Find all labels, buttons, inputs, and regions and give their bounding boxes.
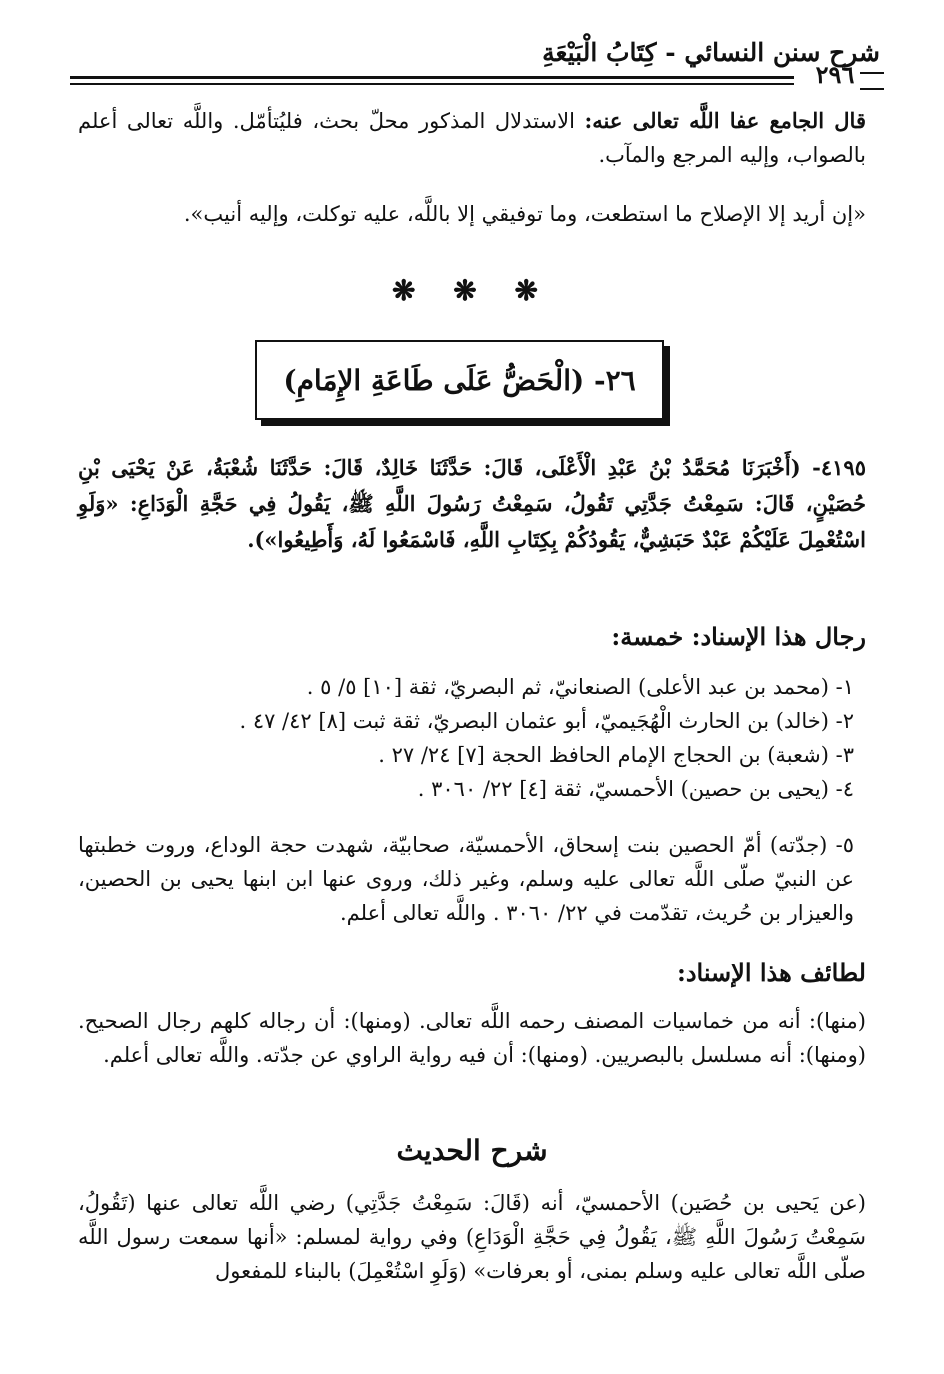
commentary-heading: شرح الحديث [396,1134,548,1167]
chapter-title-box [255,340,664,420]
list-item: ٤- (يحيى بن حصين) الأحمسيّ، ثقة [٤] ٢٢/ ٣٠٦٠ . [417,777,854,801]
list-item: ١- (محمد بن عبد الأعلى) الصنعانيّ، ثم البصريّ، ثقة [١٠] ٥/ ٥ . [306,675,854,699]
list-item: ٢- (خالد) بن الحارث الْهُجَيميّ، أبو عثمان البصريّ، ثقة ثبت [٨] ٤٢/ ٤٧ . [239,709,854,733]
intro-quote: «إن أريد إلا الإصلاح ما استطعت، وما توفيقي إلا باللَّه، عليه توكلت، وإليه أنيب». [183,202,866,226]
section-separator: ❋ ❋ ❋ [392,274,552,307]
narrator-item-5: ٥- (جدّته) أمّ الحصين بنت إسحاق، الأحمسيّة، صحابيّة، شهدت حجة الوداع، وروت خطبتها عن النبيّ صلّى اللَّه تعالى عليه وسلم، وغير ذلك، وروى عنها ابن ابنها يحيى بن الحصين، والعيزار بن حُريث، تقدّمت في ٢٢/ ٣٠٦٠ . واللَّه تعالى أعلم. [78,833,854,925]
chapter-title: ٢٦- (الْحَضُّ عَلَى طَاعَةِ الإِمَامِ) [283,363,636,397]
list-item: ٣- (شعبة) بن الحجاج الإمام الحافظ الحجة [٧] ٢٤/ ٢٧ . [378,743,854,767]
subtleties-heading: لطائف هذا الإسناد: [676,958,866,987]
intro-text: الاستدلال المذكور محلّ بحث، فليُتأمّل. واللَّه تعالى أعلم بالصواب، وإليه المرجع والمآب. [78,109,866,167]
running-title: شرح سنن النسائي - كِتَابُ الْبَيْعَةِ [542,38,880,67]
commentary-text: (عن يَحيى بن حُصَين) الأحمسيّ، أنه (قَالَ: سَمِعْتُ جَدَّتِي) رضي اللَّه تعالى عنها (تَقُولُ، سَمِعْتُ رَسُولَ اللَّهِ ﷺ، يَقُولُ فِي حَجَّةِ الْوَدَاعِ) وفي رواية لمسلم: «أنها سمعت رسول اللَّه صلّى اللَّه تعالى عليه وسلم بمنى، أو بعرفات» (وَلَوِ اسْتُعْمِلَ) بالبناء للمفعول [78,1191,866,1283]
subtleties-text: (منها): أنه من خماسيات المصنف رحمه اللَّه تعالى. (ومنها): أن رجاله كلهم رجال الصحيح. (ومنها): أنه مسلسل بالبصريين. (ومنها): أن فيه رواية الراوي عن جدّته. واللَّه تعالى أعلم. [78,1009,866,1067]
header-rule [70,83,794,85]
page-number: ٢٩٦ [815,60,855,89]
intro-paragraph [78,104,866,172]
header-rule [70,76,794,79]
narrator-list [80,670,854,806]
author-label: قال الجامع عفا اللَّه تعالى عنه: [584,108,866,133]
narrators-heading: رجال هذا الإسناد: خمسة: [611,622,866,651]
hadith-text: ٤١٩٥- (أَخْبَرَنَا مُحَمَّدُ بْنُ عَبْدِ الْأَعْلَى، قَالَ: حَدَّثَنَا خَالِدٌ، قَالَ: حَدَّثَنَا شُعْبَةُ، عَنْ يَحْيَى بْنِ حُصَيْنٍ، قَالَ: سَمِعْتُ جَدَّتِي تَقُولُ، سَمِعْتُ رَسُولَ اللَّهِ ﷺ، يَقُولُ فِي حَجَّةِ الْوَدَاعِ: «وَلَوِ اسْتُعْمِلَ عَلَيْكُمْ عَبْدٌ حَبَشِيٌّ، يَقُودُكُمْ بِكِتَابِ اللَّهِ، فَاسْمَعُوا لَهُ، وَأَطِيعُوا»). [78,455,866,552]
